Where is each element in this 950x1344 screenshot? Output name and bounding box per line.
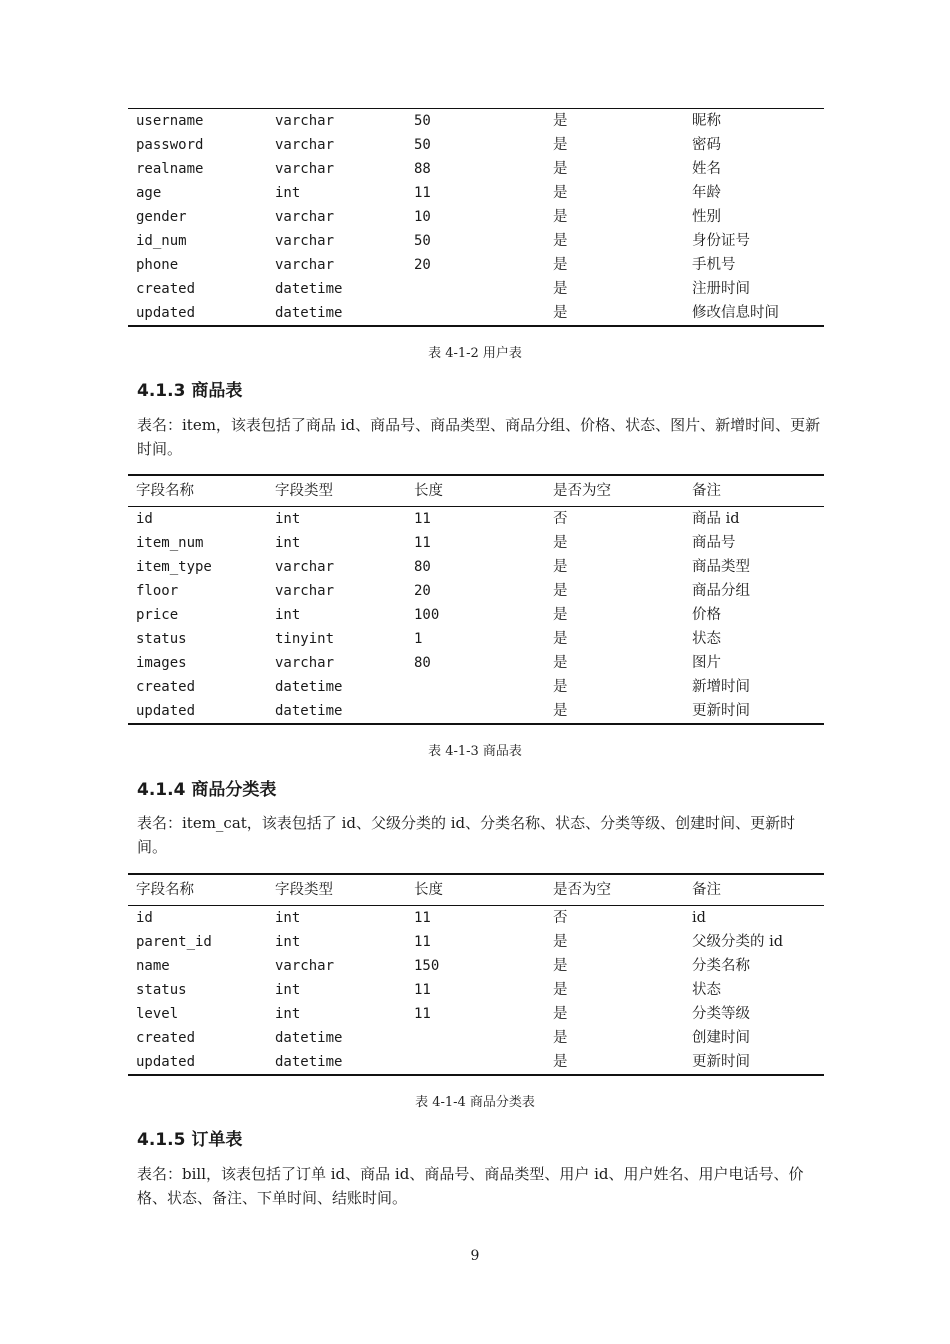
table-cell: 更新时间 [684,699,824,724]
table-cell: 创建时间 [692,1030,750,1046]
table-cell [406,277,545,301]
table-row [128,277,824,301]
table-cell: datetime [275,281,343,297]
table-row [128,651,824,675]
table-cell: datetime [275,679,343,695]
table-cell: created [136,1030,196,1046]
table-cell: name [136,958,170,974]
table-cell: int [275,511,301,527]
column-header: 字段名称 [128,874,267,906]
section-heading: 4.1.4 商品分类表 [137,780,277,800]
table-row [128,1002,824,1026]
column-header: 字段类型 [267,475,406,507]
table-cell: images [136,655,187,671]
table-cell: 商品分组 [692,583,750,599]
table-cell: 11 [414,535,431,551]
table-cell: parent_id [136,934,212,950]
table-cell: varchar [275,559,335,575]
table-cell: 是 [545,301,684,326]
table-cell [406,1026,545,1050]
table-row [128,906,824,931]
table-cell: price [136,607,179,623]
user-table-body [128,109,824,327]
table-row [128,181,824,205]
column-header: 长度 [406,874,545,906]
table-cell: 手机号 [692,257,736,273]
column-header: 是否为空 [545,874,684,906]
table-cell: 100 [414,607,440,623]
table-cell: 50 [406,109,545,134]
table-cell: 是 [553,958,568,974]
table-cell: id [136,910,153,926]
section-description: 表名：bill，该表包括了订单 id、商品 id、商品号、商品类型、用户 id、用户姓名、用户电话号、价格、状态、备注、下单时间、结账时间。 [137,1165,804,1207]
table-cell: 否 [553,910,568,926]
table-cell: varchar [267,109,406,134]
table-row [128,205,824,229]
table-row [128,579,824,603]
table-cell: 20 [414,583,431,599]
table-row [128,699,824,724]
item-cat-table [128,873,824,1076]
table-cell: int [275,982,301,998]
table-cell: 11 [414,185,431,201]
table-caption: 表 4-1-4 商品分类表 [415,1095,535,1110]
table-cell: tinyint [275,631,335,647]
table-cell: floor [136,583,179,599]
table-caption: 表 4-1-2 用户表 [428,346,522,361]
section-heading: 4.1.3 商品表 [137,381,243,401]
table-cell: int [275,1006,301,1022]
table-cell [406,675,545,699]
table-row [128,531,824,555]
table-cell: 密码 [692,137,721,153]
table-cell: 11 [414,934,431,950]
table-cell: 是 [553,583,568,599]
table-cell: 是 [553,185,568,201]
table-cell: created [136,679,196,695]
table-cell: 50 [414,233,431,249]
table-cell: 商品类型 [692,559,750,575]
table-cell: 是 [553,631,568,647]
table-cell: id_num [136,233,187,249]
table-cell: phone [136,257,179,273]
table-cell: status [136,631,187,647]
table-header-row [128,874,824,906]
table-cell: 性别 [692,209,721,225]
table-cell: 是 [553,679,568,695]
table-cell: varchar [275,209,335,225]
user-table [128,108,824,327]
table-cell: varchar [275,137,335,153]
table-cell: int [275,934,301,950]
table-cell: varchar [275,583,335,599]
column-header: 字段名称 [128,475,267,507]
table-cell: password [136,137,204,153]
section-description: 表名：item_cat，该表包括了 id、父级分类的 id、分类名称、状态、分类等级、创建时间、更新时间。 [137,814,796,856]
table-cell: 分类名称 [692,958,750,974]
table-cell [406,699,545,724]
table-cell: 是 [553,607,568,623]
table-cell: 注册时间 [692,281,750,297]
table-cell: 是 [553,137,568,153]
table-cell: 50 [414,137,431,153]
table-cell: 分类等级 [692,1006,750,1022]
table-cell: 11 [414,910,431,926]
table-cell: 否 [553,511,568,527]
table-cell: varchar [275,958,335,974]
table-cell: level [136,1006,179,1022]
table-cell [406,301,545,326]
table-row [128,675,824,699]
table-cell: status [136,982,187,998]
table-cell: item_type [136,559,212,575]
table-cell: 新增时间 [692,679,750,695]
table-cell: 年龄 [692,185,721,201]
table-cell: 是 [553,559,568,575]
column-header: 备注 [684,475,824,507]
table-cell: 80 [414,655,431,671]
table-cell: int [275,910,301,926]
table-cell: int [275,535,301,551]
table-row [128,954,824,978]
table-cell: 80 [414,559,431,575]
table-cell: datetime [267,1050,406,1075]
table-cell: item_num [136,535,204,551]
table-cell: updated [128,301,267,326]
table-cell: 10 [414,209,431,225]
table-caption: 表 4-1-3 商品表 [428,744,522,759]
table-cell: 父级分类的 id [692,934,784,950]
table-row [128,109,824,134]
table-cell: 更新时间 [684,1050,824,1075]
table-cell: datetime [275,1030,343,1046]
table-cell: username [128,109,267,134]
table-cell: 是 [545,699,684,724]
table-cell: 11 [414,1006,431,1022]
table-row [128,627,824,651]
table-cell: 价格 [692,607,721,623]
table-cell: 150 [414,958,440,974]
table-row [128,229,824,253]
table-cell: 是 [553,655,568,671]
column-header: 字段类型 [267,874,406,906]
table-cell: 身份证号 [692,233,750,249]
table-cell: gender [136,209,187,225]
table-cell: 是 [553,281,568,297]
table-cell: int [275,185,301,201]
table-cell: 姓名 [692,161,721,177]
table-cell: 昵称 [684,109,824,134]
table-cell: 11 [414,982,431,998]
table-cell: 是 [553,1030,568,1046]
page-number: 9 [470,1248,480,1264]
table-cell: 修改信息时间 [684,301,824,326]
table-header-row [128,475,824,507]
table-row [128,1050,824,1075]
table-cell: 是 [553,209,568,225]
table-cell: 是 [553,535,568,551]
column-header: 是否为空 [545,475,684,507]
table-cell: 是 [545,1050,684,1075]
table-cell: id [692,910,706,926]
table-cell: 是 [553,161,568,177]
table-cell: 是 [553,1006,568,1022]
column-header: 长度 [406,475,545,507]
table-row [128,555,824,579]
table-cell: 商品 id [692,511,740,527]
table-cell: 状态 [692,982,721,998]
table-row [128,253,824,277]
table-cell: updated [128,1050,267,1075]
table-cell: realname [136,161,204,177]
table-cell: age [136,185,162,201]
table-row [128,1026,824,1050]
table-row [128,603,824,627]
table-cell: varchar [275,233,335,249]
table-cell: created [136,281,196,297]
table-row [128,133,824,157]
table-cell: 20 [414,257,431,273]
table-cell: 11 [414,511,431,527]
table-cell: id [136,511,153,527]
table-cell: varchar [275,161,335,177]
table-row [128,157,824,181]
table-row [128,301,824,326]
table-cell: varchar [275,257,335,273]
section-heading: 4.1.5 订单表 [137,1130,243,1150]
item-table [128,474,824,725]
table-row [128,978,824,1002]
table-cell [406,1050,545,1075]
table-cell: updated [128,699,267,724]
table-row [128,930,824,954]
table-cell: 是 [553,982,568,998]
table-cell: 是 [553,934,568,950]
table-cell: 状态 [692,631,721,647]
table-cell: 图片 [692,655,721,671]
table-cell: datetime [267,301,406,326]
table-cell: 1 [414,631,423,647]
table-cell: 88 [414,161,431,177]
table-cell: 是 [553,233,568,249]
table-cell: int [275,607,301,623]
section-description: 表名：item，该表包括了商品 id、商品号、商品类型、商品分组、价格、状态、图片、新增时间、更新时间。 [137,416,821,458]
table-cell: 是 [553,257,568,273]
table-cell: 商品号 [692,535,736,551]
table-cell: 是 [545,109,684,134]
table-row [128,507,824,532]
column-header: 备注 [684,874,824,906]
table-cell: datetime [267,699,406,724]
table-cell: varchar [275,655,335,671]
